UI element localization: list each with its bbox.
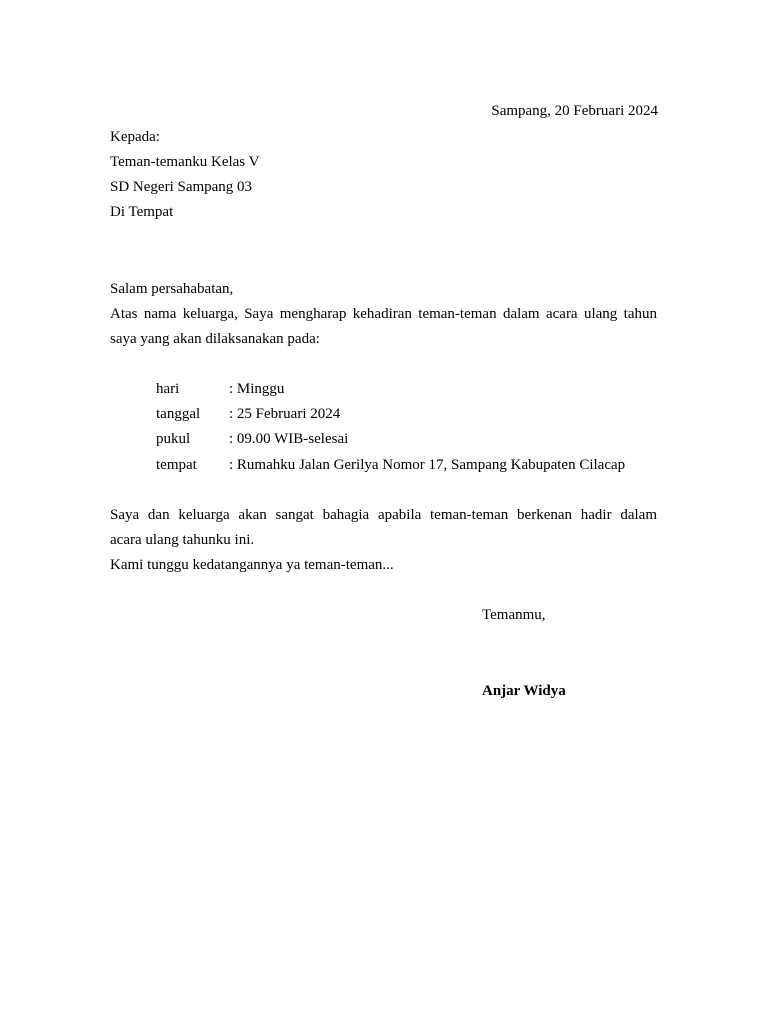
detail-label-date: tanggal	[156, 406, 201, 422]
recipient-heading: Kepada:	[110, 129, 160, 145]
letter-date: Sampang, 20 Februari 2024	[491, 103, 658, 119]
recipient-name: Teman-temanku Kelas V	[110, 154, 260, 170]
detail-label-day: hari	[156, 381, 180, 397]
intro-line-2: saya yang akan dilaksanakan pada:	[110, 331, 320, 347]
detail-value-day: : Minggu	[229, 381, 285, 397]
detail-value-time: : 09.00 WIB-selesai	[229, 431, 349, 447]
intro-line-1: Atas nama keluarga, Saya mengharap kehadiran teman-teman dalam acara ulang tahun	[110, 306, 657, 322]
greeting: Salam persahabatan,	[110, 281, 234, 297]
sender-name: Anjar Widya	[482, 683, 566, 699]
detail-label-time: pukul	[156, 431, 191, 447]
closing-line-3: Kami tunggu kedatangannya ya teman-teman...	[110, 557, 394, 573]
closing-line-1: Saya dan keluarga akan sangat bahagia apabila teman-teman berkenan hadir dalam	[110, 507, 657, 523]
detail-value-place: : Rumahku Jalan Gerilya Nomor 17, Sampang Kabupaten Cilacap	[229, 457, 626, 473]
recipient-place: Di Tempat	[110, 204, 174, 220]
signoff: Temanmu,	[482, 607, 546, 623]
detail-label-place: tempat	[156, 457, 197, 473]
recipient-school: SD Negeri Sampang 03	[110, 179, 253, 195]
detail-value-date: : 25 Februari 2024	[229, 406, 341, 422]
closing-line-2: acara ulang tahunku ini.	[110, 532, 255, 548]
